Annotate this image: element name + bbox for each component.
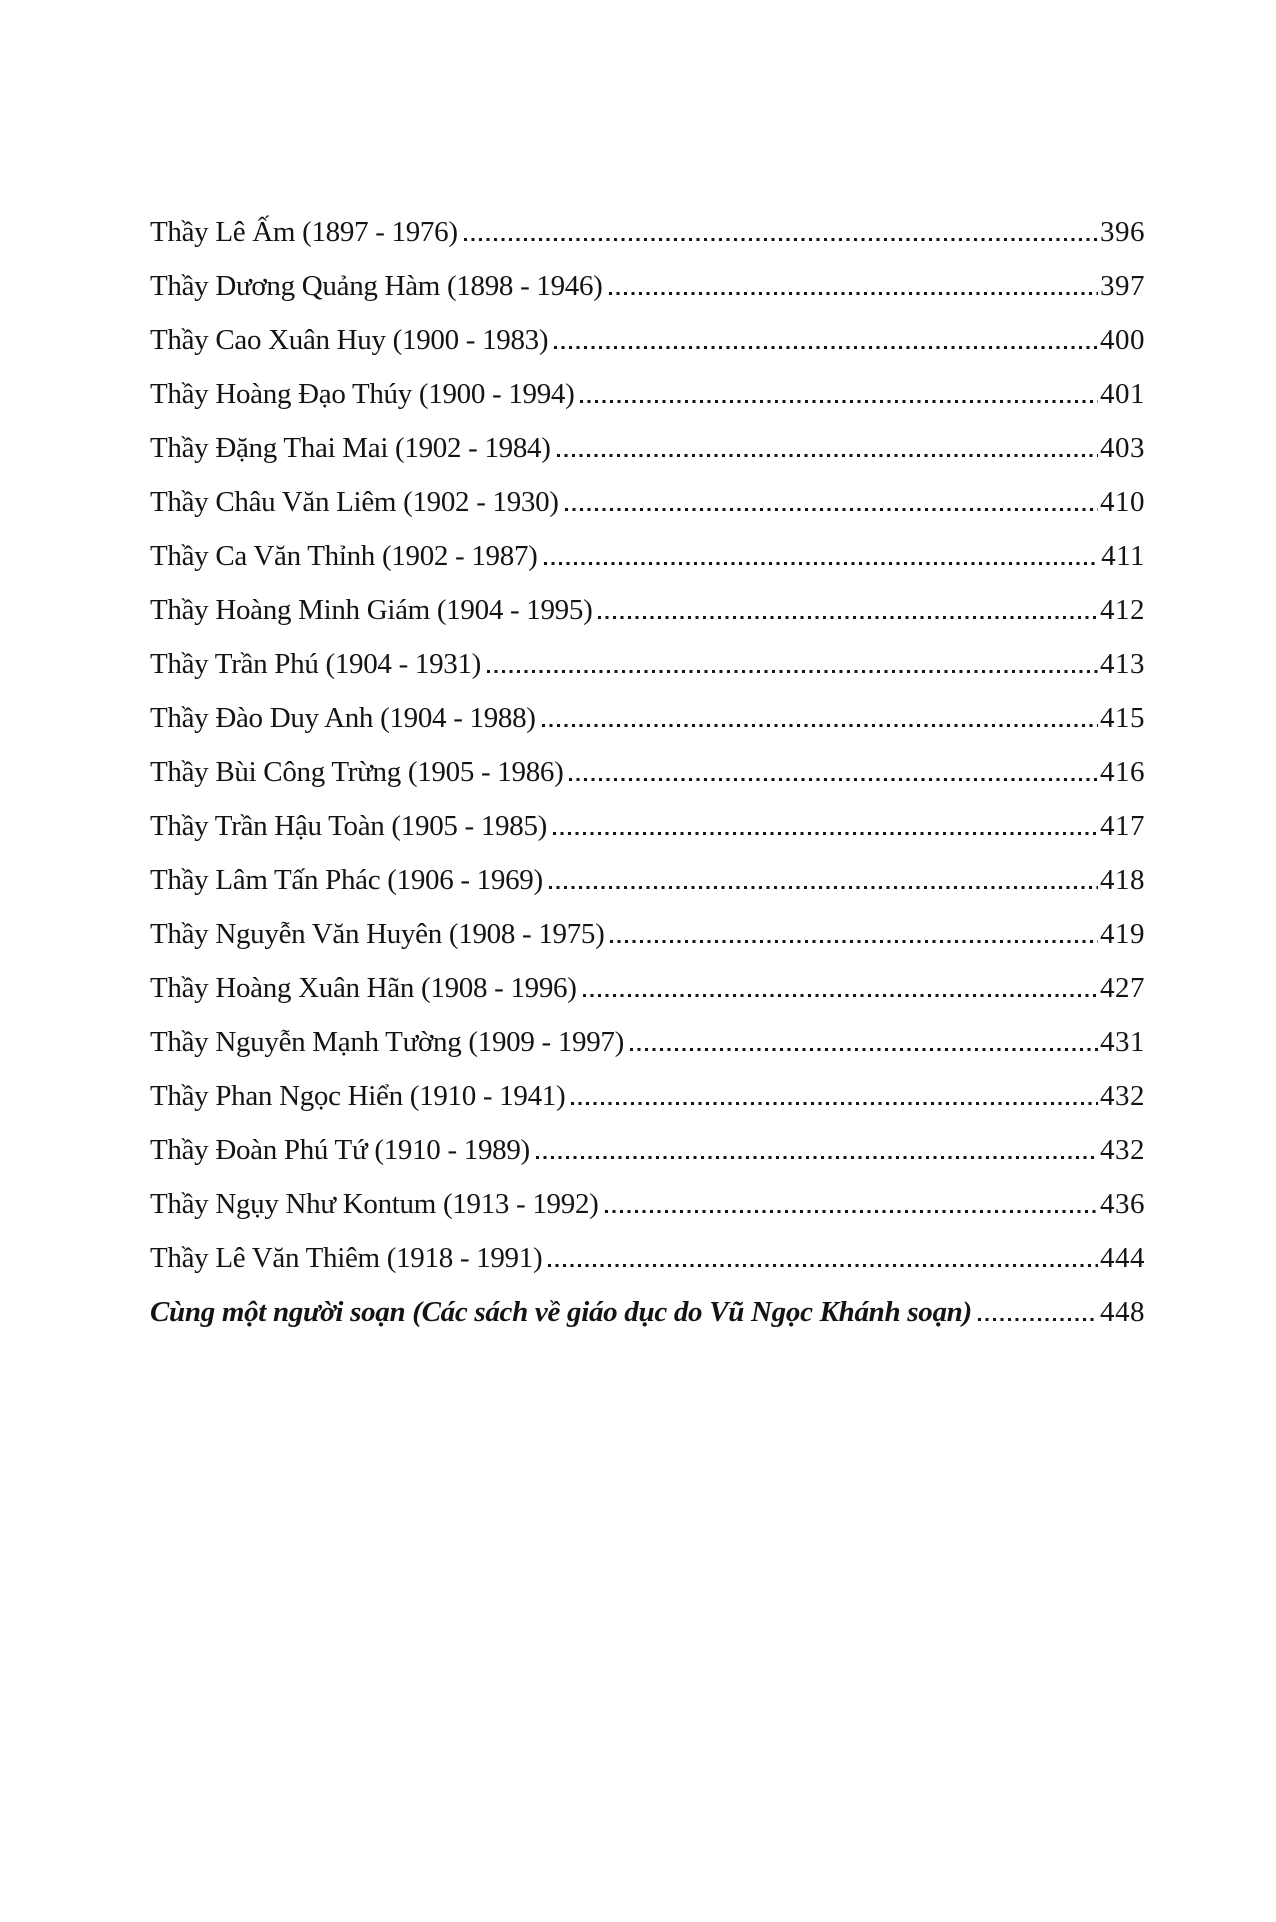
toc-entry-page-number: 444 [1100,1242,1145,1274]
toc-entry [150,1285,1145,1339]
dot-leader [544,561,1100,565]
dot-leader [554,345,1098,349]
toc-entry-title: Thầy Lê Ấm (1897 - 1976) [150,216,458,248]
toc-entry-page-number: 415 [1100,702,1145,734]
toc-entry-page-number: 432 [1100,1080,1145,1112]
dot-leader [630,1047,1098,1051]
toc-entry-title: Thầy Trần Hậu Toàn (1905 - 1985) [150,810,548,842]
toc-entry [150,529,1145,583]
toc-entry-title: Thầy Nguyễn Văn Huyên (1908 - 1975) [150,918,605,950]
toc-entry-title: Thầy Dương Quảng Hàm (1898 - 1946) [150,270,603,302]
dot-leader [549,885,1098,889]
toc-entry [150,691,1145,745]
toc-entry-page-number: 412 [1100,594,1145,626]
dot-leader [571,1101,1098,1105]
toc-entry-title: Thầy Lâm Tấn Phác (1906 - 1969) [150,864,543,896]
dot-leader [605,1209,1098,1213]
toc-entry-title: Thầy Hoàng Xuân Hãn (1908 - 1996) [150,972,577,1004]
toc-entry-title: Thầy Hoàng Đạo Thúy (1900 - 1994) [150,378,575,410]
dot-leader [487,669,1098,673]
toc-entry-page-number: 417 [1100,810,1145,842]
toc-entry-page-number: 432 [1100,1134,1145,1166]
dot-leader [598,615,1098,619]
toc-entry [150,745,1145,799]
toc-entry-page-number: 416 [1100,756,1145,788]
toc-entry [150,475,1145,529]
toc-entry [150,907,1145,961]
toc-entry-title: Thầy Trần Phú (1904 - 1931) [150,648,482,680]
toc-entry-page-number: 448 [1100,1296,1145,1328]
dot-leader [580,399,1098,403]
dot-leader [553,831,1098,835]
toc-entry-page-number: 396 [1100,216,1145,248]
toc-entry [150,1069,1145,1123]
dot-leader [557,453,1098,457]
toc-entry [150,1123,1145,1177]
toc-entry-title: Thầy Ngụy Như Kontum (1913 - 1992) [150,1188,599,1220]
dot-leader [542,723,1098,727]
toc-entry [150,799,1145,853]
dot-leader [610,939,1098,943]
toc-entry [150,367,1145,421]
toc-entry-page-number: 411 [1101,540,1145,572]
toc-entry-title: Thầy Hoàng Minh Giám (1904 - 1995) [150,594,593,626]
dot-leader [565,507,1098,511]
toc-entry [150,313,1145,367]
toc-entry-title: Thầy Đào Duy Anh (1904 - 1988) [150,702,536,734]
toc-entry-title: Thầy Nguyễn Mạnh Tường (1909 - 1997) [150,1026,624,1058]
toc-entry-page-number: 397 [1100,270,1145,302]
toc-entry [150,637,1145,691]
dot-leader [536,1155,1098,1159]
toc-entry-title: Thầy Bùi Công Trừng (1905 - 1986) [150,756,564,788]
toc-entry [150,1231,1145,1285]
toc-entry-page-number: 418 [1100,864,1145,896]
dot-leader [609,291,1098,295]
toc-entry-title: Thầy Ca Văn Thỉnh (1902 - 1987) [150,540,538,572]
toc-entry [150,1015,1145,1069]
toc-list [150,205,1145,1339]
dot-leader [978,1317,1098,1321]
toc-entry [150,421,1145,475]
toc-entry [150,853,1145,907]
toc-entry [150,259,1145,313]
toc-entry-title: Thầy Châu Văn Liêm (1902 - 1930) [150,486,559,518]
toc-entry-page-number: 401 [1100,378,1145,410]
toc-entry-title: Thầy Lê Văn Thiêm (1918 - 1991) [150,1242,543,1274]
toc-entry-title: Thầy Đoàn Phú Tứ (1910 - 1989) [150,1134,530,1166]
toc-entry-page-number: 431 [1100,1026,1145,1058]
toc-entry [150,961,1145,1015]
dot-leader [583,993,1098,997]
toc-entry-page-number: 427 [1100,972,1145,1004]
toc-entry [150,205,1145,259]
toc-entry-page-number: 403 [1100,432,1145,464]
dot-leader [569,777,1098,781]
toc-entry-title: Thầy Đặng Thai Mai (1902 - 1984) [150,432,551,464]
toc-entry-title: Thầy Phan Ngọc Hiển (1910 - 1941) [150,1080,566,1112]
toc-entry-page-number: 436 [1100,1188,1145,1220]
toc-entry [150,1177,1145,1231]
toc-entry-page-number: 413 [1100,648,1145,680]
toc-entry-page-number: 410 [1100,486,1145,518]
dot-leader [548,1263,1098,1267]
toc-entry [150,583,1145,637]
toc-entry-title: Thầy Cao Xuân Huy (1900 - 1983) [150,324,549,356]
toc-entry-title: Cùng một người soạn (Các sách về giáo dục do Vũ Ngọc Khánh soạn) [150,1296,972,1328]
toc-entry-page-number: 419 [1100,918,1145,950]
dot-leader [464,237,1098,241]
toc-entry-page-number: 400 [1100,324,1145,356]
